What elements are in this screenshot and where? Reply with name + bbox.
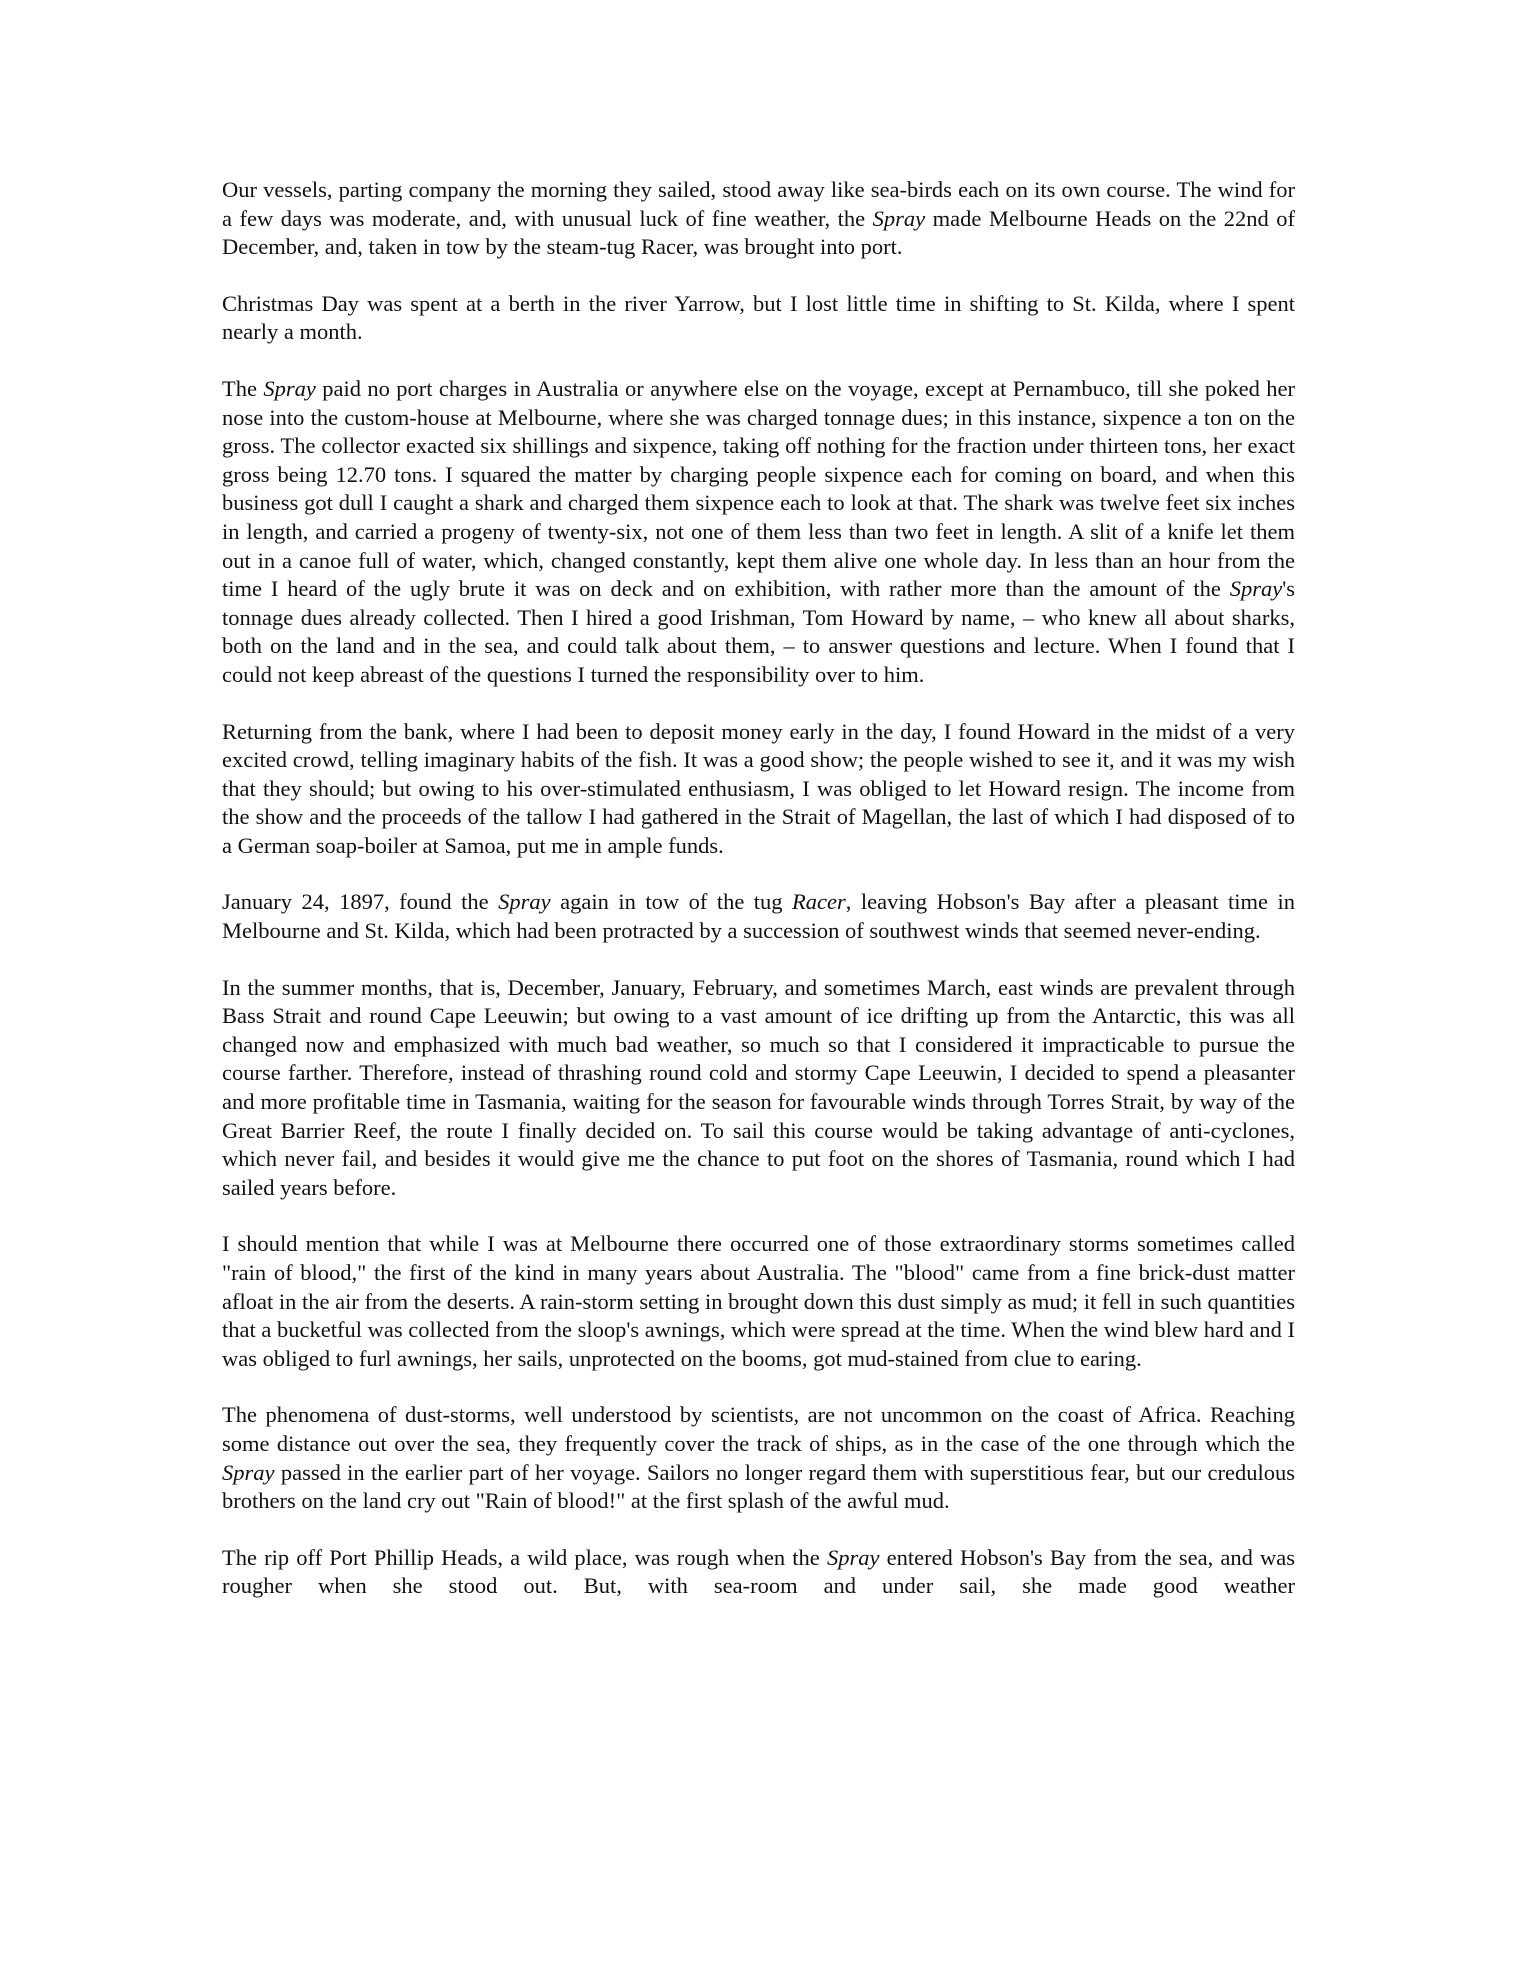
text-run: entered Hobson's Bay from the sea, and was rougher when she stood out. But, with sea-room and under sail, she made good weather xyxy=(222,1544,1295,1599)
document-page xyxy=(222,176,1295,1601)
italic-run: Spray xyxy=(826,1544,880,1570)
paragraph xyxy=(222,1544,1295,1601)
text-run: In the summer months, that is, December, January, February, and sometimes March, east winds are prevalent through Bass Strait and round Cape Leeuwin; but owing to a vast amount of ice drifting up from the Antarctic, this was all changed now and emphasized with much bad weather, so much so that I considered it impracticable to pursue the course farther. Therefore, instead of thrashing round cold and stormy Cape Leeuwin, I decided to spend a pleasanter and more profitable time in Tasmania, waiting for the season for favourable winds through Torres Strait, by way of the Great Barrier Reef, the route I finally decided on. To sail this course would be taking advantage of anti-cyclones, which never fail, and besides it would give me the chance to put foot on the shores of Tasmania, round which I had sailed years before. xyxy=(222,974,1295,1200)
paragraph xyxy=(222,1401,1295,1515)
text-run: I should mention that while I was at Melbourne there occurred one of those extraordinary storms sometimes called "rain of blood," the first of the kind in many years about Australia. The "blood" came from a fine brick-dust matter afloat in the air from the deserts. A rain-storm setting in brought down this dust simply as mud; it fell in such quantities that a bucketful was collected from the sloop's awnings, which were spread at the time. When the wind blew hard and I was obliged to furl awnings, her sails, unprotected on the booms, got mud-stained from clue to earing. xyxy=(222,1231,1295,1371)
text-run: The rip off Port Phillip Heads, a wild place, was rough when the xyxy=(222,1544,827,1570)
italic-run: Spray xyxy=(263,375,316,401)
text-run: 's tonnage dues already collected. Then I hired a good Irishman, Tom Howard by name, – who knew all about sharks, both on the land and in the sea, and could talk about them, – to answer questions and lecture. When I found that I could not keep abreast of the questions I turned the responsibility over to him. xyxy=(222,576,1295,687)
paragraph xyxy=(222,375,1295,690)
text-run: Returning from the bank, where I had been to deposit money early in the day, I found Howard in the midst of a very excited crowd, telling imaginary habits of the fish. It was a good show; the people wished to see it, and it was my wish that they should; but owing to his over-stimulated enthusiasm, I was obliged to let Howard resign. The income from the show and the proceeds of the tallow I had gathered in the Strait of Magellan, the last of which I had disposed of to a German soap-boiler at Samoa, put me in ample funds. xyxy=(222,718,1295,858)
paragraph xyxy=(222,718,1295,861)
text-run: January 24, 1897, found the xyxy=(222,889,499,915)
italic-run: Spray xyxy=(498,889,551,915)
text-run: paid no port charges in Australia or anywhere else on the voyage, except at Pernambuco, till she poked her nose into the custom-house at Melbourne, where she was charged tonnage dues; in this instance, sixpence a ton on the gross. The collector exacted six shillings and sixpence, taking off nothing for the fraction under thirteen tons, her exact gross being 12.70 tons. I squared the matter by charging people sixpence each for coming on board, and when this business got dull I caught a shark and charged them sixpence each to look at that. The shark was twelve feet six inches in length, and carried a progeny of twenty-six, not one of them less than two feet in length. A slit of a knife let them out in a canoe full of water, which, changed constantly, kept them alive one whole day. In less than an hour from the time I heard of the ugly brute it was on deck and on exhibition, with rather more than the amount of the xyxy=(222,375,1295,602)
italic-run: Racer xyxy=(792,889,846,915)
italic-run: Spray xyxy=(222,1459,275,1485)
italic-run: Spray xyxy=(872,205,926,231)
text-run: Christmas Day was spent at a berth in the river Yarrow, but I lost little time in shifting to St. Kilda, where I spent nearly a month. xyxy=(222,290,1295,345)
paragraph xyxy=(222,974,1295,1203)
text-run: , leaving Hobson's Bay after a pleasant time in Melbourne and St. Kilda, which had been protracted by a succession of southwest winds that seemed never-ending. xyxy=(222,889,1296,944)
text-run: passed in the earlier part of her voyage. Sailors no longer regard them with superstitious fear, but our credulous brothers on the land cry out "Rain of blood!" at the first splash of the awful mud. xyxy=(222,1459,1295,1514)
text-run: Our vessels, parting company the morning they sailed, stood away like sea-birds each on its own course. The wind for a few days was moderate, and, with unusual luck of fine weather, the xyxy=(222,177,1295,231)
paragraph xyxy=(222,176,1295,262)
paragraph xyxy=(222,1230,1295,1373)
text-run: The phenomena of dust-storms, well understood by scientists, are not uncommon on the coast of Africa. Reaching some distance out over the sea, they frequently cover the track of ships, as in the case of the one through which the xyxy=(222,1402,1295,1456)
italic-run: Spray xyxy=(1229,576,1283,602)
text-run: again in tow of the tug xyxy=(550,889,793,915)
text-run: The xyxy=(222,375,264,401)
paragraph xyxy=(222,290,1295,347)
paragraph xyxy=(222,888,1295,945)
text-run: made Melbourne Heads on the 22nd of December, and, taken in tow by the steam-tug Racer, was brought into port. xyxy=(222,205,1296,260)
